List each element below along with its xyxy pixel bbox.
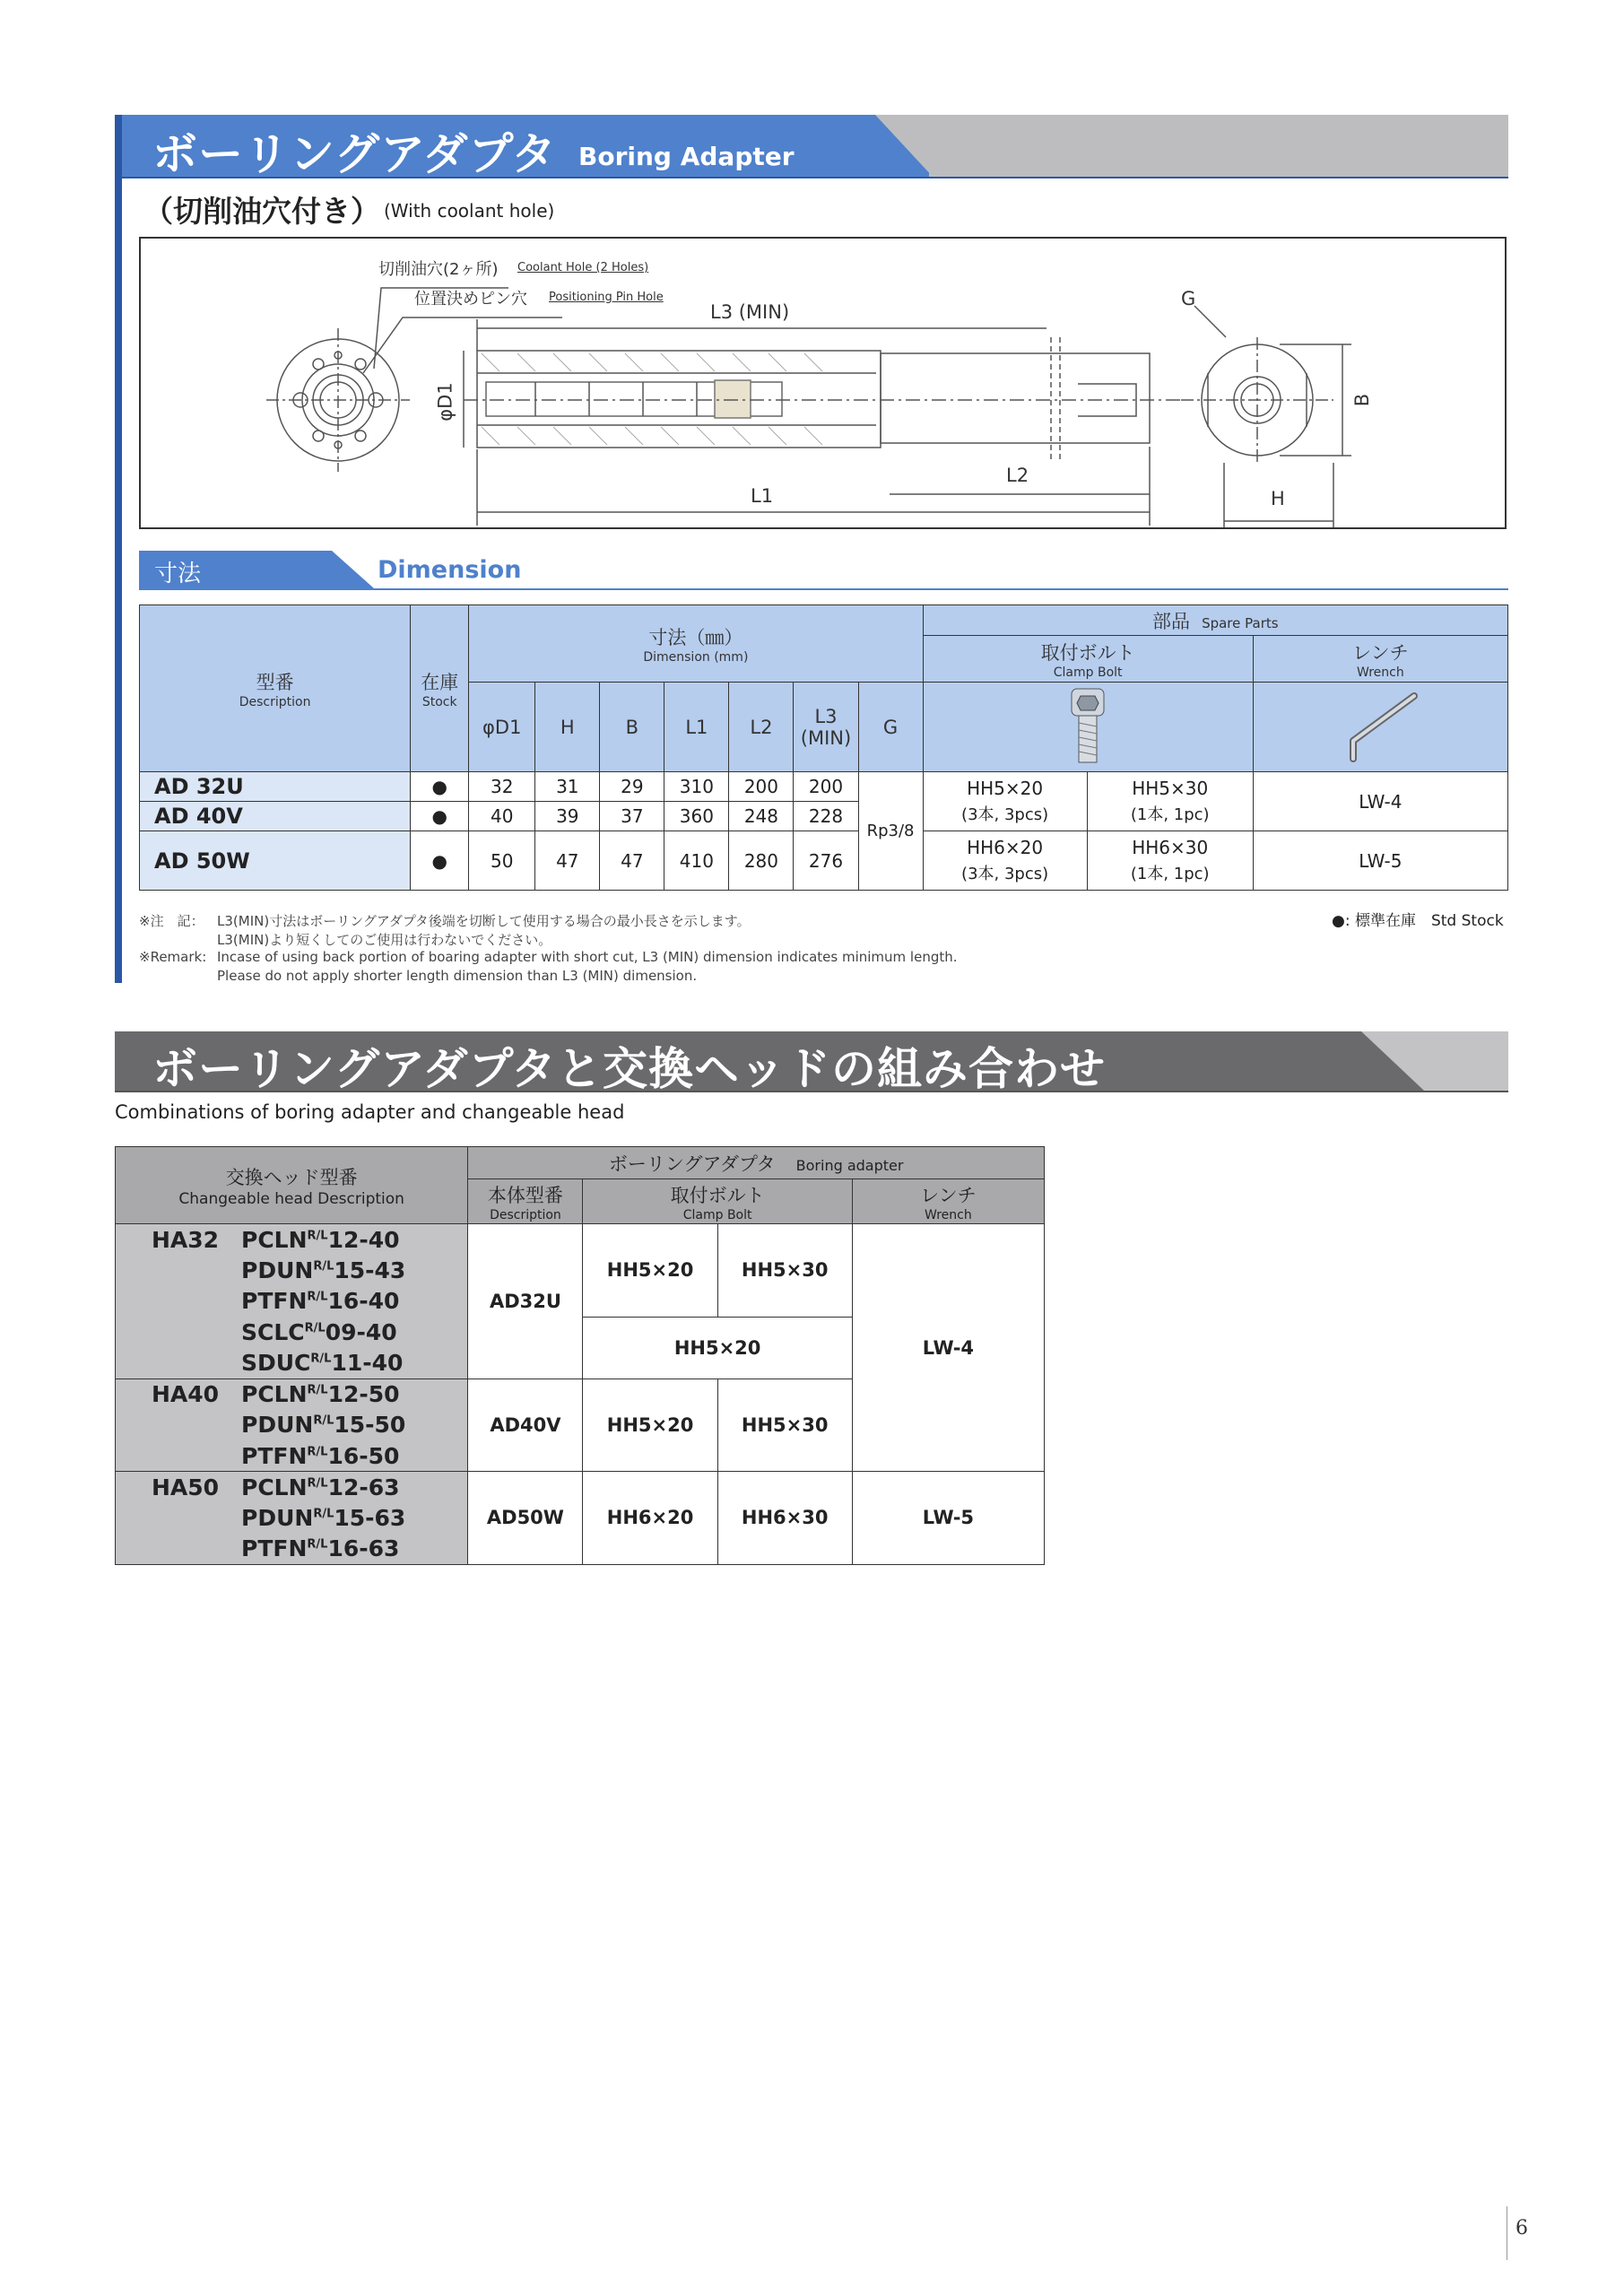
pin-hole-label-ja: 位置決めピン穴	[414, 290, 527, 309]
bolt-cell: HH6×30	[717, 1472, 852, 1565]
col-d1: φD1	[469, 683, 535, 772]
head-cell: $PTFN^{R/L}16-40$	[116, 1286, 468, 1318]
combination-title-ja: ボーリングアダプタと交換ヘッドの組み合わせ	[152, 1043, 1106, 1095]
pin-hole-label-en: Positioning Pin Hole	[549, 291, 664, 304]
bolt-cell: HH5×30	[717, 1378, 852, 1472]
d1-cell: 40	[469, 802, 535, 831]
dimension-table	[139, 604, 1508, 891]
col-wrench: レンチ Wrench	[1253, 636, 1507, 683]
drawing-svg	[141, 239, 1505, 527]
bolt-icon	[1068, 687, 1107, 764]
col-model: 型番 Description	[140, 605, 411, 772]
col-b: B	[600, 683, 664, 772]
section-title-ja: ボーリングアダプタ	[152, 128, 557, 180]
b-cell: 29	[600, 772, 664, 802]
combination-title-en: Combinations of boring adapter and changeable head	[115, 1101, 625, 1123]
col-stock: 在庫 Stock	[411, 605, 469, 772]
dim-l1-label: L1	[751, 485, 774, 507]
col-l2: L2	[729, 683, 794, 772]
dimension-title-en: Dimension	[378, 556, 522, 584]
b-cell: 47	[600, 831, 664, 891]
combination-table	[115, 1146, 1045, 1565]
coolant-hole-label-en: Coolant Hole (2 Holes)	[517, 261, 649, 274]
model-cell: AD 50W	[140, 831, 411, 891]
adapter-cell: AD32U	[468, 1224, 583, 1379]
l2-cell: 200	[729, 772, 794, 802]
wrench-icon	[1335, 687, 1425, 764]
technical-drawing	[139, 237, 1507, 529]
dim-g-label: G	[1181, 288, 1196, 309]
h-cell: 47	[535, 831, 600, 891]
wrench-cell: LW-4	[1253, 772, 1507, 831]
l3-cell: 200	[794, 772, 858, 802]
col-dimension: 寸法（㎜） Dimension (mm)	[469, 605, 923, 683]
stock-cell: ●	[411, 831, 469, 891]
wrench-illustration	[1253, 683, 1507, 772]
note-label-en: ※Remark:	[139, 949, 207, 965]
table-row	[116, 1472, 1045, 1503]
col-wrench: レンチ Wrench	[852, 1179, 1044, 1224]
bolt-cell: HH5×30	[717, 1224, 852, 1318]
section-accent-bar	[115, 115, 122, 983]
adapter-shank	[881, 353, 1150, 443]
model-cell: AD 32U	[140, 772, 411, 802]
head-cell: $SDUC^{R/L}11-40$	[116, 1348, 468, 1379]
stock-legend: ●: 標準在庫 Std Stock	[1332, 912, 1504, 930]
l3-cell: 276	[794, 831, 858, 891]
note-en-line2: Please do not apply shorter length dimension than L3 (MIN) dimension.	[217, 968, 698, 984]
l1-cell: 410	[664, 831, 729, 891]
table-row	[140, 772, 1508, 802]
col-l3: L3 (MIN)	[794, 683, 858, 772]
l3-cell: 228	[794, 802, 858, 831]
head-cell: $PTFN^{R/L}16-63$	[116, 1534, 468, 1565]
dimension-band-rule	[139, 588, 1508, 590]
head-cell: $PDUN^{R/L}15-50$	[116, 1410, 468, 1441]
dim-l3-label: L3 (MIN)	[710, 301, 790, 323]
adapter-cell: AD40V	[468, 1378, 583, 1472]
col-spare-parts: 部品 Spare Parts	[923, 605, 1507, 636]
adapter-cell: AD50W	[468, 1472, 583, 1565]
l2-cell: 248	[729, 802, 794, 831]
dim-b-label: B	[1351, 393, 1374, 407]
coolant-hole-label-ja: 切削油穴(2ヶ所)	[378, 260, 499, 279]
wrench-cell: LW-5	[1253, 831, 1507, 891]
b-cell: 37	[600, 802, 664, 831]
dim-l2-label: L2	[1006, 465, 1029, 486]
note-label-ja: ※注 記：	[139, 913, 204, 929]
wrench-cell: LW-4	[852, 1224, 1044, 1472]
head-cell: HA40 $PCLN^{R/L}12-50$	[116, 1378, 468, 1410]
bolt-cell: HH6×20	[583, 1472, 717, 1565]
adapter-body	[477, 351, 881, 448]
l1-cell: 360	[664, 802, 729, 831]
bolt-b-cell: HH5×30 (1本, 1pc)	[1087, 772, 1253, 831]
bolt-b-cell: HH6×30 (1本, 1pc)	[1087, 831, 1253, 891]
section-title-en: Boring Adapter	[578, 142, 795, 171]
col-boring-adapter: ボーリングアダプタ Boring adapter	[468, 1147, 1045, 1179]
stock-cell: ●	[411, 772, 469, 802]
section-subtitle-en: (With coolant hole)	[384, 200, 555, 222]
head-cell: $SCLC^{R/L}09-40$	[116, 1317, 468, 1348]
dim-h-label: H	[1271, 488, 1285, 509]
bolt-a-cell: HH6×20 (3本, 3pcs)	[923, 831, 1087, 891]
head-cell: HA32 $PCLN^{R/L}12-40$	[116, 1224, 468, 1256]
bolt-cell: HH5×20	[583, 1317, 852, 1378]
dimension-title-ja: 寸法	[154, 561, 202, 587]
col-clamp-bolt: 取付ボルト Clamp Bolt	[583, 1179, 852, 1224]
clamp-bolt-illustration	[923, 683, 1253, 772]
model-cell: AD 40V	[140, 802, 411, 831]
table-row	[116, 1224, 1045, 1256]
l2-cell: 280	[729, 831, 794, 891]
head-cell: $PDUN^{R/L}15-43$	[116, 1255, 468, 1286]
h-cell: 31	[535, 772, 600, 802]
head-cell: $PDUN^{R/L}15-63$	[116, 1502, 468, 1534]
col-l1: L1	[664, 683, 729, 772]
col-clamp-bolt: 取付ボルト Clamp Bolt	[923, 636, 1253, 683]
col-head-description: 交換ヘッド型番 Changeable head Description	[116, 1147, 468, 1224]
note-ja-line1: L3(MIN)寸法はボーリングアダプタ後端を切断して使用する場合の最小長さを示します。	[217, 913, 751, 929]
g-cell: Rp3/8	[858, 772, 923, 891]
col-h: H	[535, 683, 600, 772]
h-cell: 39	[535, 802, 600, 831]
l1-cell: 310	[664, 772, 729, 802]
note-en-line1: Incase of using back portion of boaring adapter with short cut, L3 (MIN) dimension indicates minimum length.	[217, 949, 958, 965]
section-subtitle-ja: （切削油穴付き）	[143, 194, 380, 229]
d1-cell: 32	[469, 772, 535, 802]
page-number: 6	[1515, 2217, 1528, 2239]
bolt-cell: HH5×20	[583, 1224, 717, 1318]
head-cell: $PTFN^{R/L}16-50$	[116, 1440, 468, 1472]
d1-cell: 50	[469, 831, 535, 891]
stock-cell: ●	[411, 802, 469, 831]
col-g: G	[858, 683, 923, 772]
col-body-description: 本体型番 Description	[468, 1179, 583, 1224]
bolt-a-cell: HH5×20 (3本, 3pcs)	[923, 772, 1087, 831]
note-ja-line2: L3(MIN)より短くしてのご使用は行わないでください。	[217, 932, 552, 948]
dim-d1-label: φD1	[434, 382, 456, 422]
table-row	[140, 831, 1508, 891]
bolt-cell: HH5×20	[583, 1378, 717, 1472]
wrench-cell: LW-5	[852, 1472, 1044, 1565]
head-cell: HA50 $PCLN^{R/L}12-63$	[116, 1472, 468, 1503]
